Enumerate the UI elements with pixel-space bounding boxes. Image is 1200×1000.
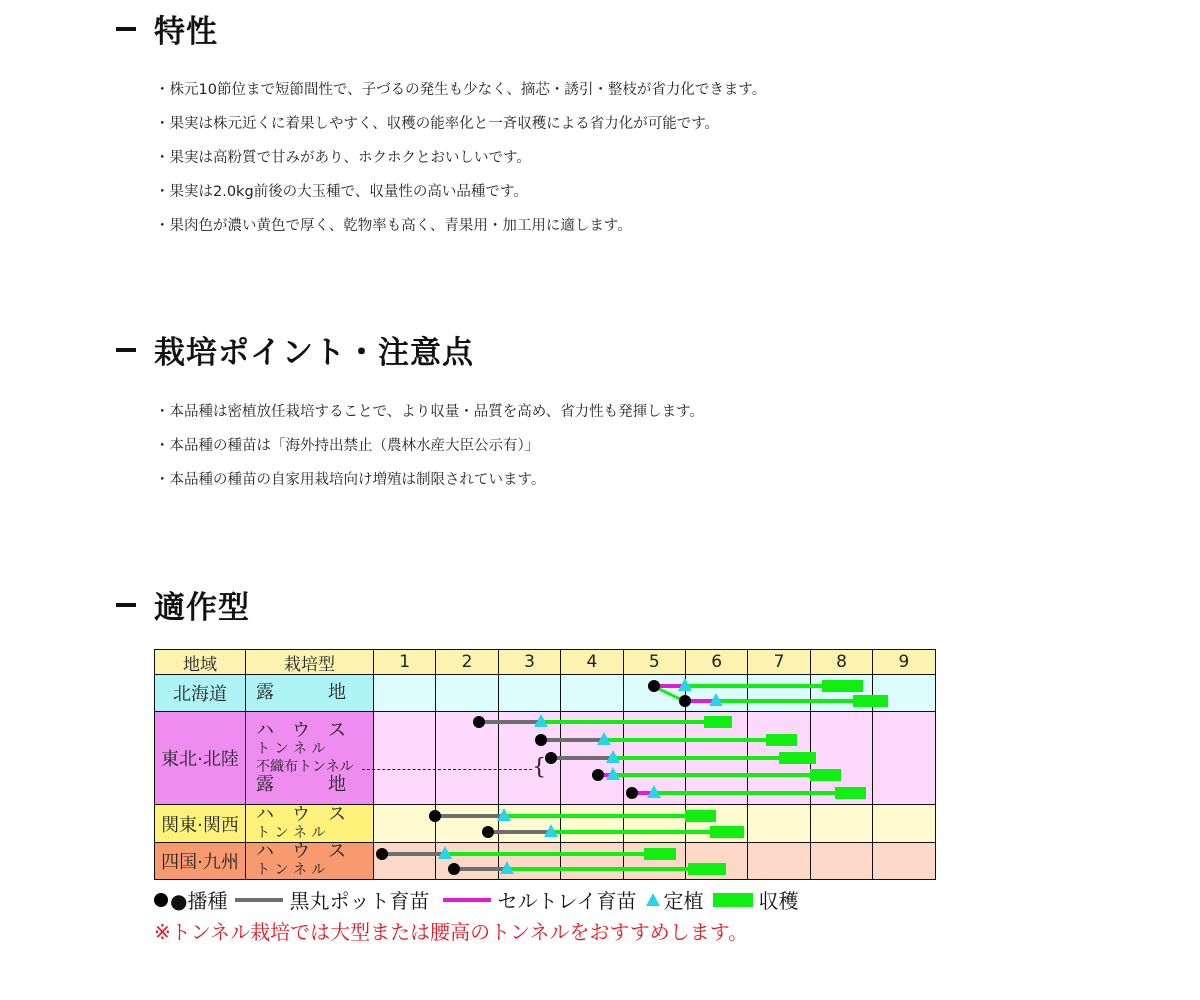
crop-type-label xyxy=(245,674,374,712)
crop-type-label xyxy=(245,804,374,843)
harvest-bar xyxy=(710,826,744,838)
month-cell xyxy=(747,674,810,712)
list-item: ・果肉色が濃い黄色で厚く、乾物率も高く、青果用・加工用に適します。 xyxy=(155,218,632,234)
month-cell xyxy=(435,711,498,805)
header-region: 地域 xyxy=(154,649,246,675)
chart-legend xyxy=(154,885,798,914)
month-cell xyxy=(435,674,498,712)
legend-seeding: ●播種 xyxy=(170,889,228,913)
month-cell xyxy=(810,804,873,843)
section-title-cropping xyxy=(116,582,250,627)
month-cell xyxy=(560,674,623,712)
list-item: ・果実は高粉質で甘みがあり、ホクホクとおいしいです。 xyxy=(155,150,531,166)
transplant-triangle-icon xyxy=(500,861,514,874)
harvest-bar xyxy=(685,810,716,822)
crop-type-text: ハ ウ ス xyxy=(256,720,346,741)
growth-line xyxy=(551,830,710,834)
transplant-triangle-icon xyxy=(606,767,620,780)
growth-line xyxy=(613,756,778,760)
list-item: ・果実は株元近くに着果しやすく、収穫の能率化と一斉収穫による省力化が可能です。 xyxy=(155,116,720,132)
dash-icon xyxy=(116,348,136,352)
harvest-bar xyxy=(779,752,816,764)
header-month-9: 9 xyxy=(872,649,935,675)
points-title-text: 栽培ポイント・注意点 xyxy=(154,335,474,371)
cropping-schedule-chart xyxy=(154,649,935,880)
month-cell xyxy=(373,674,436,712)
crop-type-text: ト ン ネ ル xyxy=(256,741,326,757)
harvest-bar xyxy=(835,787,866,799)
cropping-title-text: 適作型 xyxy=(154,590,250,626)
legend-cell-tray: セルトレイ育苗 xyxy=(497,889,637,913)
transplant-triangle-icon xyxy=(709,693,723,706)
month-cell xyxy=(872,804,935,843)
nursery-line xyxy=(382,852,444,856)
growth-line xyxy=(613,773,810,777)
header-month-1: 1 xyxy=(373,649,436,675)
seeding-dot-icon xyxy=(592,769,604,781)
transplant-triangle-icon xyxy=(544,824,558,837)
section-title-features xyxy=(116,6,218,51)
transplant-triangle-icon xyxy=(534,714,548,727)
nursery-line xyxy=(435,814,504,818)
seeding-dot-icon xyxy=(648,680,660,692)
harvest-bar xyxy=(644,848,675,860)
cell-tray-line-icon xyxy=(443,898,491,902)
legend-harvest: 収穫 xyxy=(758,889,799,913)
dash-icon xyxy=(116,603,136,607)
crop-type-text: 露 地 xyxy=(256,682,346,703)
growth-line xyxy=(604,738,766,742)
growth-line xyxy=(654,791,835,795)
harvest-bar xyxy=(688,863,725,875)
seeding-dot-icon xyxy=(448,863,460,875)
month-cell xyxy=(810,842,873,880)
harvest-bar xyxy=(766,734,797,746)
nursery-line xyxy=(551,756,613,760)
growth-line xyxy=(445,852,645,856)
crop-type-label xyxy=(245,711,374,805)
nursery-line xyxy=(488,830,550,834)
harvest-bar xyxy=(810,769,841,781)
month-cell xyxy=(623,804,686,843)
month-cell xyxy=(747,804,810,843)
legend-transplant: 定植 xyxy=(663,889,704,913)
list-item: ・本品種の種苗の自家用栽培向け増殖は制限されています。 xyxy=(155,472,546,488)
header-month-2: 2 xyxy=(435,649,498,675)
transplant-triangle-icon xyxy=(606,750,620,763)
transplant-triangle-icon xyxy=(647,785,661,798)
transplant-triangle-icon xyxy=(646,893,660,906)
list-item: ・本品種は密植放任栽培することで、より収量・品質を高め、省力性も発揮します。 xyxy=(155,404,704,420)
header-month-7: 7 xyxy=(747,649,810,675)
section-title-points xyxy=(116,327,474,372)
list-item: ・株元10節位まで短節間性で、子づるの発生も少なく、摘芯・誘引・整枝が省力化できます。 xyxy=(155,82,767,98)
month-cell xyxy=(373,711,436,805)
transplant-triangle-icon xyxy=(597,732,611,745)
transplant-triangle-icon xyxy=(678,678,692,691)
brace-icon: { xyxy=(532,755,547,780)
leader-dashed-line xyxy=(362,769,532,770)
seeding-dot-icon xyxy=(473,716,485,728)
points-list xyxy=(155,402,704,504)
month-cell xyxy=(560,804,623,843)
seeding-dot-icon xyxy=(626,787,638,799)
dash-icon xyxy=(116,27,136,31)
month-cell xyxy=(560,842,623,880)
growth-line xyxy=(541,720,703,724)
nursery-line xyxy=(541,738,603,742)
crop-type-text: ト ン ネ ル xyxy=(256,862,326,878)
growth-line xyxy=(716,699,853,703)
header-month-6: 6 xyxy=(685,649,748,675)
crop-type-text: 不織布トンネル xyxy=(256,759,354,775)
chart-note: ※トンネル栽培では大型または腰高のトンネルをおすすめします。 xyxy=(154,920,749,944)
pot-nursery-line-icon xyxy=(235,898,283,902)
month-cell xyxy=(373,804,436,843)
harvest-bar xyxy=(704,716,732,728)
transplant-triangle-icon xyxy=(497,808,511,821)
list-item: ・本品種の種苗は「海外持出禁止（農林水産大臣公示有）」 xyxy=(155,438,540,454)
seeding-dot-icon xyxy=(154,893,168,907)
growth-line xyxy=(504,814,685,818)
features-list xyxy=(155,80,766,250)
growth-line xyxy=(507,867,688,871)
crop-type-label xyxy=(245,842,374,880)
header-month-4: 4 xyxy=(560,649,623,675)
transplant-triangle-icon xyxy=(438,846,452,859)
crop-type-text: 露 地 xyxy=(256,774,346,795)
header-month-8: 8 xyxy=(810,649,873,675)
region-label: 四国·九州 xyxy=(154,842,246,880)
month-cell xyxy=(872,842,935,880)
header-month-3: 3 xyxy=(498,649,561,675)
month-cell xyxy=(498,674,561,712)
features-title-text: 特性 xyxy=(154,14,218,50)
header-crop-type: 栽培型 xyxy=(245,649,374,675)
nursery-line xyxy=(479,720,541,724)
region-label: 関東·関西 xyxy=(154,804,246,843)
harvest-bar-icon xyxy=(713,893,753,907)
header-month-5: 5 xyxy=(623,649,686,675)
crop-type-text: ハ ウ ス xyxy=(256,803,346,825)
crop-type-text: ト ン ネ ル xyxy=(256,824,326,841)
seeding-dot-icon xyxy=(679,695,691,707)
region-label: 東北·北陸 xyxy=(154,711,246,805)
month-cell xyxy=(747,842,810,880)
legend-pot-nursery: 黒丸ポット育苗 xyxy=(289,889,430,913)
list-item: ・果実は2.0kg前後の大玉種で、収量性の高い品種です。 xyxy=(155,184,528,200)
region-label: 北海道 xyxy=(154,674,246,712)
growth-line xyxy=(685,684,822,688)
month-cell xyxy=(872,711,935,805)
crop-type-text: ハ ウ ス xyxy=(256,841,346,862)
harvest-bar xyxy=(853,695,887,707)
harvest-bar xyxy=(822,680,863,692)
seeding-dot-icon xyxy=(545,752,557,764)
